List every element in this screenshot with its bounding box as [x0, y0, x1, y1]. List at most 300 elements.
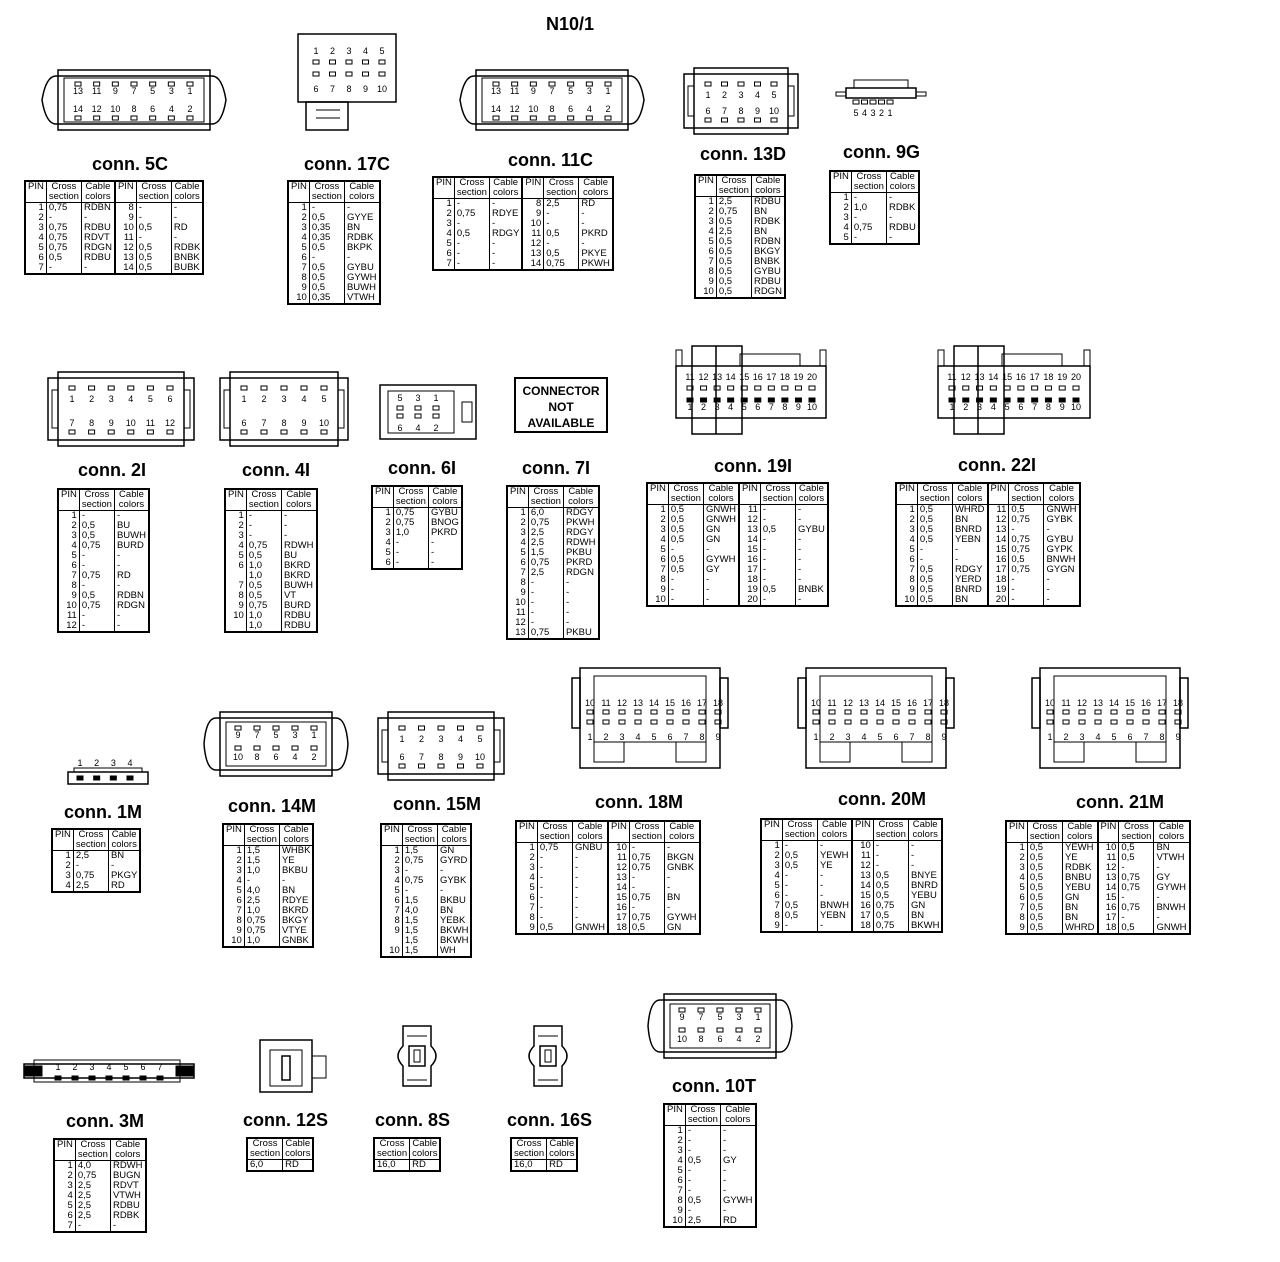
pin-cell: 8: [381, 916, 402, 926]
pin-cell: 17: [1098, 913, 1119, 923]
cable-color-cell: GNWH: [1154, 923, 1190, 934]
cable-color-cell: -: [344, 253, 379, 263]
pin-cell: 3: [516, 863, 537, 873]
pin-number: 4: [754, 90, 761, 100]
pin-number: 5: [321, 394, 327, 404]
cross-section-header: Cross section: [309, 181, 344, 203]
pin-table-10t: [663, 1103, 757, 1228]
cable-color-cell: RDBK: [886, 203, 918, 213]
cable-color-cell: -: [1154, 913, 1190, 923]
cross-section-cell: 0,5: [782, 851, 817, 861]
cross-section-cell: 0,75: [629, 853, 664, 863]
pin-number: 6: [397, 423, 403, 433]
cross-section-cell: 0,5: [917, 575, 952, 585]
pin-number: 5: [1111, 732, 1117, 742]
pin-number: 3: [619, 732, 625, 742]
pin-number: 4: [292, 752, 298, 762]
cross-section-cell: 0,75: [1119, 883, 1154, 893]
connector-label-6i: conn. 6I: [388, 458, 457, 478]
cable-color-cell: BN: [437, 906, 471, 916]
cross-section-cell: 0,5: [668, 505, 703, 516]
pin-cell: 3: [225, 531, 246, 541]
pin-cell: [225, 621, 246, 632]
pin-number: 15: [1002, 372, 1013, 382]
pin-cell: 6: [25, 253, 46, 263]
cross-section-cell: -: [685, 1206, 720, 1216]
pin-cell: 7: [664, 1186, 685, 1196]
pin-number: 1: [77, 758, 83, 768]
cross-section-cell: -: [537, 863, 572, 873]
pin-number: 2: [329, 46, 336, 56]
pin-number: 3: [89, 1062, 95, 1072]
pin-number: 16: [1140, 698, 1152, 708]
pin-header: PIN: [433, 177, 454, 199]
cable-color-cell: GYBU: [1044, 535, 1080, 545]
pin-number: 17: [922, 698, 934, 708]
cable-color-cell: YEWH: [1062, 843, 1097, 854]
connector-drawing-21m: [1032, 668, 1188, 768]
cross-section-cell: -: [782, 921, 817, 932]
pin-cell: 13: [852, 871, 873, 881]
pin-number: 5: [1004, 402, 1010, 412]
cable-color-cell: GN: [703, 535, 739, 545]
cable-color-cell: -: [720, 1176, 755, 1186]
pin-cell: 15: [739, 545, 760, 555]
pin-number: 1: [55, 1062, 61, 1072]
cable-color-cell: BN: [108, 851, 140, 862]
cross-section-cell: 0,5: [79, 521, 114, 531]
cross-section-cell: 0,5: [782, 861, 817, 871]
pin-number: 6: [167, 394, 173, 404]
cable-color-cell: BKBU: [279, 866, 313, 876]
cross-section-cell: -: [851, 193, 886, 204]
connector-drawing-12s: [260, 1040, 326, 1092]
table-row: [381, 946, 471, 957]
pin-cell: 5: [433, 239, 454, 249]
table-row: [507, 628, 599, 639]
table-row: [761, 921, 942, 932]
cross-section-cell: -: [454, 259, 489, 270]
pin-table-4i: [224, 488, 318, 633]
pin-table-7i: [506, 485, 600, 640]
cable-color-cell: YEBU: [908, 891, 942, 901]
pin-number: 2: [72, 1062, 78, 1072]
cable-colors-header: Cable colors: [279, 824, 313, 846]
cable-color-cell: BN: [751, 227, 784, 237]
cable-color-cell: BNRD: [952, 525, 987, 535]
pin-header: PIN: [761, 819, 782, 841]
cable-color-cell: BKRD: [281, 571, 316, 581]
connector-label-3m: conn. 3M: [66, 1111, 145, 1131]
cable-colors-header: Cable colors: [664, 821, 699, 843]
cross-section-cell: 0,5: [246, 551, 281, 561]
pin-header: PIN: [25, 181, 46, 203]
cable-color-cell: -: [664, 903, 699, 913]
cable-color-cell: RDWH: [563, 538, 598, 548]
cross-section-cell: 0,75: [528, 518, 563, 528]
pin-number: 13: [712, 372, 723, 382]
pin-number: 3: [977, 402, 983, 412]
connector-drawing-22i: [938, 346, 1090, 434]
cable-color-cell: RD: [283, 1160, 314, 1172]
cable-color-cell: -: [572, 893, 608, 903]
pin-number: 1: [887, 108, 893, 118]
cable-color-cell: PKYE: [579, 249, 613, 259]
cross-section-cell: 0,75: [528, 558, 563, 568]
cable-color-cell: PKBU: [563, 628, 598, 639]
pin-cell: 9: [761, 921, 782, 932]
pin-cell: 18: [1098, 923, 1119, 934]
pin-cell: 12: [988, 515, 1009, 525]
pin-table-3m: [53, 1138, 147, 1233]
pin-cell: 3: [507, 528, 528, 538]
pin-cell: 14: [1098, 883, 1119, 893]
cross-section-cell: 0,5: [79, 591, 114, 601]
cross-section-cell: 1,5: [244, 856, 279, 866]
cross-section-cell: -: [544, 219, 579, 229]
pin-number: 3: [346, 46, 352, 56]
cable-color-cell: GNWH: [1044, 505, 1080, 516]
pin-number: 4: [728, 402, 734, 412]
cross-section-cell: -: [1009, 595, 1044, 606]
cross-section-cell: -: [1009, 575, 1044, 585]
pin-number: 15: [1124, 698, 1136, 708]
cable-color-cell: RDWH: [110, 1161, 145, 1172]
pin-cell: 2: [1006, 853, 1027, 863]
cable-color-cell: -: [489, 249, 522, 259]
pin-number: 6: [717, 1034, 723, 1044]
pin-number: 8: [131, 104, 137, 114]
cross-section-cell: 0,5: [716, 277, 751, 287]
cable-color-cell: -: [795, 595, 827, 606]
pin-number: 19: [793, 372, 804, 382]
cable-color-cell: -: [428, 558, 461, 569]
pin-cell: 3: [372, 528, 393, 538]
cross-section-cell: 0,5: [1027, 883, 1062, 893]
pin-cell: 4: [52, 881, 73, 892]
cross-section-header: Cross section: [685, 1104, 720, 1126]
pin-number: 4: [106, 1062, 112, 1072]
cable-color-cell: -: [795, 555, 827, 565]
pin-number: 4: [457, 734, 464, 744]
pin-cell: 8: [695, 267, 716, 277]
cable-color-cell: GNWH: [703, 505, 739, 516]
cross-section-cell: -: [402, 866, 437, 876]
pin-number: 4: [362, 46, 369, 56]
cable-color-cell: -: [795, 535, 827, 545]
cross-section-cell: 0,5: [782, 901, 817, 911]
pin-number: 6: [1127, 732, 1133, 742]
pin-cell: 10: [1098, 843, 1119, 854]
cross-section-cell: -: [668, 585, 703, 595]
cross-section-cell: 2,5: [528, 568, 563, 578]
pin-cell: 6: [372, 558, 393, 569]
pin-number: 19: [1057, 372, 1068, 382]
pin-cell: 8: [288, 273, 309, 283]
pin-cell: 4: [225, 541, 246, 551]
cable-color-cell: BKGY: [751, 247, 784, 257]
cable-color-cell: BKWH: [437, 926, 471, 936]
cross-section-cell: 0,5: [917, 585, 952, 595]
cross-section-cell: -: [1119, 863, 1154, 873]
cross-section-cell: 1,0: [246, 621, 281, 632]
pin-cell: 4: [830, 223, 851, 233]
cross-section-cell: 0,5: [668, 525, 703, 535]
cross-section-cell: 0,5: [917, 515, 952, 525]
pin-number: 8: [438, 752, 444, 762]
pin-cell: 4: [647, 535, 668, 545]
cable-color-cell: -: [563, 588, 598, 598]
cross-section-header: Cross section: [136, 181, 171, 203]
cross-section-cell: -: [782, 871, 817, 881]
pin-cell: 12: [739, 515, 760, 525]
pin-number: 1: [313, 46, 319, 56]
cable-color-cell: RDGN: [114, 601, 149, 611]
table-row: [58, 621, 149, 632]
cross-section-cell: 0,5: [716, 247, 751, 257]
pin-number: 14: [1108, 698, 1120, 708]
cable-color-cell: -: [703, 545, 739, 555]
pin-number: 9: [795, 402, 801, 412]
pin-number: 9: [362, 84, 369, 94]
cross-section-cell: -: [760, 545, 795, 555]
pin-table-12s: [246, 1137, 314, 1172]
cross-section-cell: 0,5: [917, 565, 952, 575]
cross-section-cell: 0,5: [136, 263, 171, 274]
cross-section-cell: -: [873, 841, 908, 852]
pin-number: 2: [721, 90, 728, 100]
pin-cell: 9: [896, 585, 917, 595]
pin-cell: 2: [25, 213, 46, 223]
cross-section-cell: -: [851, 213, 886, 223]
pin-cell: 2: [664, 1136, 685, 1146]
cable-colors-header: Cable colors: [437, 824, 471, 846]
connector-drawing-6i: [380, 385, 476, 439]
pin-cell: 5: [223, 886, 244, 896]
cable-color-cell: BURD: [114, 541, 149, 551]
cross-section-cell: 2,5: [716, 227, 751, 237]
pin-cell: 13: [507, 628, 528, 639]
cable-color-cell: GYRD: [437, 856, 471, 866]
cross-section-header: Cross section: [246, 489, 281, 511]
pin-number: 15: [664, 698, 676, 708]
cross-section-cell: 0,75: [873, 901, 908, 911]
table-row: [516, 923, 700, 934]
pin-number: 8: [254, 752, 260, 762]
pin-cell: 5: [54, 1201, 75, 1211]
pin-cell: 6: [896, 555, 917, 565]
cross-section-cell: 1,5: [402, 846, 437, 857]
pin-number: 5: [717, 1012, 723, 1022]
pin-number: 4: [635, 732, 641, 742]
pin-cell: 8: [115, 203, 136, 214]
cable-color-cell: -: [720, 1136, 755, 1146]
pin-number: 9: [1175, 732, 1181, 742]
cable-colors-header: Cable colors: [171, 181, 203, 203]
pin-number: 3: [281, 394, 287, 404]
pin-cell: 12: [1098, 863, 1119, 873]
cross-section-cell: 2,5: [528, 538, 563, 548]
cable-color-cell: WHRD: [1062, 923, 1097, 934]
pin-number: 10: [110, 104, 121, 114]
cable-colors-header: Cable colors: [703, 483, 739, 505]
cable-color-cell: -: [110, 1221, 145, 1232]
connector-drawing-10t: [648, 994, 792, 1058]
cross-section-cell: -: [309, 253, 344, 263]
pin-cell: 7: [25, 263, 46, 274]
pin-number: 9: [301, 418, 307, 428]
pin-cell: 1: [288, 203, 309, 214]
cable-color-cell: BKWH: [437, 936, 471, 946]
pin-cell: 4: [896, 535, 917, 545]
pin-number: 8: [346, 84, 352, 94]
pin-number: 3: [736, 1012, 742, 1022]
cable-color-cell: BNRD: [908, 881, 942, 891]
pin-number: 10: [528, 104, 539, 114]
cable-color-cell: -: [489, 259, 522, 270]
pin-cell: 1: [695, 197, 716, 208]
cable-color-cell: -: [952, 555, 987, 565]
cable-color-cell: GY: [720, 1156, 755, 1166]
cross-section-cell: 0,75: [79, 541, 114, 551]
cable-color-cell: VTWH: [1154, 853, 1190, 863]
cross-section-cell: 16,0: [511, 1160, 547, 1172]
pin-number: 7: [698, 1012, 704, 1022]
pin-number: 6: [241, 418, 247, 428]
cross-section-cell: 0,75: [46, 233, 81, 243]
pin-number: 10: [1070, 402, 1082, 412]
connector-label-4i: conn. 4I: [242, 460, 311, 480]
pin-number: 17: [1029, 372, 1040, 382]
cross-section-cell: 2,5: [75, 1181, 110, 1191]
cable-colors-header: Cable colors: [886, 171, 918, 193]
cable-color-cell: RD: [547, 1160, 578, 1172]
pin-number: 7: [909, 732, 915, 742]
cable-color-cell: BKWH: [908, 921, 942, 932]
cross-section-cell: -: [544, 209, 579, 219]
cable-color-cell: GYWH: [720, 1196, 755, 1206]
cross-section-cell: -: [873, 851, 908, 861]
cross-section-cell: 4,0: [75, 1161, 110, 1172]
connector-drawing-9g: [836, 80, 926, 118]
pin-cell: 6: [381, 896, 402, 906]
pin-number: 4: [415, 423, 421, 433]
cross-section-cell: 0,5: [873, 881, 908, 891]
pin-number: 14: [648, 698, 660, 708]
cable-color-cell: RDWH: [281, 541, 316, 551]
cable-color-cell: -: [886, 233, 918, 244]
connector-drawing-15m: [378, 712, 504, 780]
pin-number: 14: [490, 104, 502, 114]
pin-number: 3: [738, 90, 744, 100]
pin-number: 18: [1172, 698, 1184, 708]
cable-color-cell: GNBK: [279, 936, 313, 947]
pin-number: 7: [1032, 402, 1038, 412]
cross-section-cell: 1,5: [528, 548, 563, 558]
table-row: [830, 233, 919, 244]
pin-cell: 15: [852, 891, 873, 901]
cable-color-cell: RD: [720, 1216, 755, 1227]
pin-table-9g: [829, 170, 920, 245]
pin-cell: 4: [433, 229, 454, 239]
pin-number: 7: [131, 86, 137, 96]
pin-number: 8: [925, 732, 931, 742]
cable-colors-header: Cable colors: [1154, 821, 1190, 843]
cable-color-cell: RDBU: [110, 1201, 145, 1211]
pin-number: 5: [273, 730, 279, 740]
cable-color-cell: GYBU: [344, 263, 379, 273]
cable-color-cell: -: [1154, 893, 1190, 903]
cross-section-cell: 0,75: [629, 893, 664, 903]
cable-color-cell: -: [114, 621, 149, 632]
cross-section-header: Cross section: [851, 171, 886, 193]
cross-section-cell: 0,5: [46, 253, 81, 263]
cable-color-cell: -: [579, 219, 613, 229]
cross-section-cell: -: [537, 903, 572, 913]
pin-cell: 10: [522, 219, 543, 229]
pin-number: 15: [739, 372, 750, 382]
pin-cell: 8: [664, 1196, 685, 1206]
pin-number: 3: [108, 394, 114, 404]
not-available-line-2: NOT: [548, 400, 574, 414]
pin-number: 8: [549, 104, 555, 114]
pin-number: 8: [699, 732, 705, 742]
cable-color-cell: BN: [1154, 843, 1190, 854]
pin-cell: 17: [852, 911, 873, 921]
cross-section-cell: 0,5: [537, 923, 572, 934]
pin-cell: 4: [695, 227, 716, 237]
pin-cell: 7: [1006, 903, 1027, 913]
pin-cell: 9: [288, 283, 309, 293]
pin-number: 6: [893, 732, 899, 742]
pin-number: 10: [125, 418, 136, 428]
cross-section-cell: 2,5: [716, 197, 751, 208]
cross-section-cell: 0,75: [1009, 515, 1044, 525]
pin-number: 3: [1079, 732, 1085, 742]
cable-color-cell: GNBU: [572, 843, 608, 854]
cable-color-cell: WHBK: [279, 846, 313, 857]
cross-section-header: Cross section: [75, 1139, 110, 1161]
cross-section-cell: -: [454, 199, 489, 210]
cable-color-cell: RDGN: [563, 568, 598, 578]
pin-cell: 1: [372, 508, 393, 519]
cable-color-cell: BUWH: [114, 531, 149, 541]
cable-colors-header: Cable colors: [114, 489, 149, 511]
pin-number: 2: [187, 104, 193, 114]
cable-color-cell: GN: [437, 846, 471, 857]
pin-cell: 4: [223, 876, 244, 886]
cable-color-cell: -: [171, 233, 203, 243]
pin-number: 13: [72, 86, 84, 96]
pin-cell: 10: [647, 595, 668, 606]
cross-section-cell: 0,75: [544, 259, 579, 270]
pin-header: PIN: [54, 1139, 75, 1161]
cross-section-cell: 0,75: [537, 843, 572, 854]
pin-number: 5: [147, 394, 153, 404]
cross-section-cell: 0,75: [528, 628, 563, 639]
cable-color-cell: YEBN: [817, 911, 852, 921]
cable-color-cell: -: [817, 881, 852, 891]
pin-cell: 15: [988, 545, 1009, 555]
cable-color-cell: -: [664, 873, 699, 883]
pin-number: 18: [712, 698, 724, 708]
pin-cell: 15: [608, 893, 629, 903]
pin-number: 7: [721, 106, 728, 116]
connector-label-15m: conn. 15M: [393, 794, 482, 814]
cable-color-cell: -: [281, 511, 316, 522]
pin-number: 10: [474, 752, 486, 762]
pin-header: PIN: [372, 486, 393, 508]
